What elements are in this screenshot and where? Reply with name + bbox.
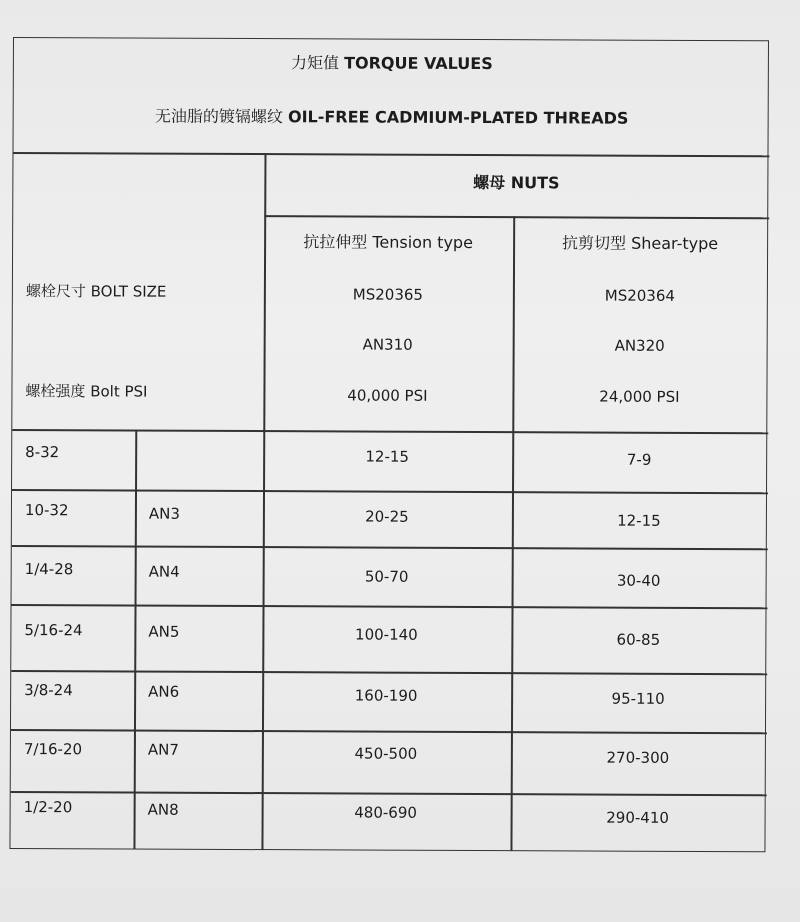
row-3-size: 1/4-28	[24, 560, 74, 579]
tension-spec-an: AN310	[362, 335, 413, 354]
row-6-an: AN7	[147, 740, 179, 759]
shear-spec-ms: MS20364	[604, 286, 676, 305]
rule-row-1	[12, 489, 768, 494]
rule-row-2	[12, 545, 768, 550]
rule-below-nuts-header	[264, 215, 769, 219]
rule-row-5	[11, 729, 767, 734]
rule-col-nuts	[261, 153, 266, 850]
row-3-tension: 50-70	[364, 567, 409, 586]
bolt-psi-label: 螺栓强度 Bolt PSI	[25, 382, 148, 401]
page-title	[291, 54, 493, 73]
tension-type-label: 抗拉伸型 Tension type	[303, 232, 473, 253]
row-2-an: AN3	[148, 504, 180, 523]
row-2-shear: 12-15	[617, 511, 661, 530]
bolt-size-label: 螺栓尺寸 BOLT SIZE	[25, 282, 167, 301]
row-1-shear: 7-9	[626, 450, 652, 469]
shear-type-label: 抗剪切型 Shear-type	[562, 233, 719, 254]
rule-row-3	[12, 604, 768, 609]
rule-below-spec-header	[12, 429, 768, 434]
row-1-size: 8-32	[25, 443, 60, 462]
row-4-shear: 60-85	[616, 630, 661, 649]
row-7-shear: 290-410	[606, 808, 669, 827]
row-4-an: AN5	[148, 622, 180, 641]
row-7-size: 1/2-20	[23, 798, 73, 817]
row-6-shear: 270-300	[606, 748, 670, 767]
row-5-tension: 160-190	[354, 686, 418, 705]
rule-col-shear	[510, 216, 514, 851]
title-en: TORQUE VALUES	[344, 53, 493, 74]
row-5-shear: 95-110	[611, 689, 665, 708]
row-3-shear: 30-40	[616, 571, 661, 590]
row-3-an: AN4	[148, 562, 180, 581]
torque-table	[9, 37, 769, 852]
tension-psi: 40,000 PSI	[347, 386, 428, 405]
row-5-size: 3/8-24	[24, 681, 73, 700]
row-2-tension: 20-25	[365, 507, 409, 526]
rule-below-title	[13, 152, 769, 157]
row-7-tension: 480-690	[354, 803, 418, 822]
page-subtitle	[155, 108, 629, 128]
tension-spec-ms: MS20365	[352, 285, 424, 304]
subtitle-en: OIL-FREE CADMIUM-PLATED THREADS	[287, 107, 629, 128]
row-4-tension: 100-140	[355, 625, 418, 644]
row-5-an: AN6	[148, 682, 180, 701]
title-zh: 力矩值	[290, 53, 340, 73]
row-2-size: 10-32	[24, 501, 69, 520]
shear-psi: 24,000 PSI	[599, 387, 680, 406]
nuts-header: 螺母 NUTS	[473, 173, 560, 193]
rule-row-6	[11, 791, 767, 796]
rule-row-4	[11, 670, 767, 675]
row-7-an: AN8	[147, 800, 179, 819]
shear-spec-an: AN320	[614, 336, 665, 355]
subtitle-zh: 无油脂的镀镉螺纹	[154, 106, 283, 127]
row-1-tension: 12-15	[365, 447, 410, 466]
rule-col-an	[133, 430, 136, 850]
row-6-size: 7/16-20	[23, 740, 83, 759]
row-4-size: 5/16-24	[24, 621, 83, 640]
row-6-tension: 450-500	[354, 744, 418, 763]
